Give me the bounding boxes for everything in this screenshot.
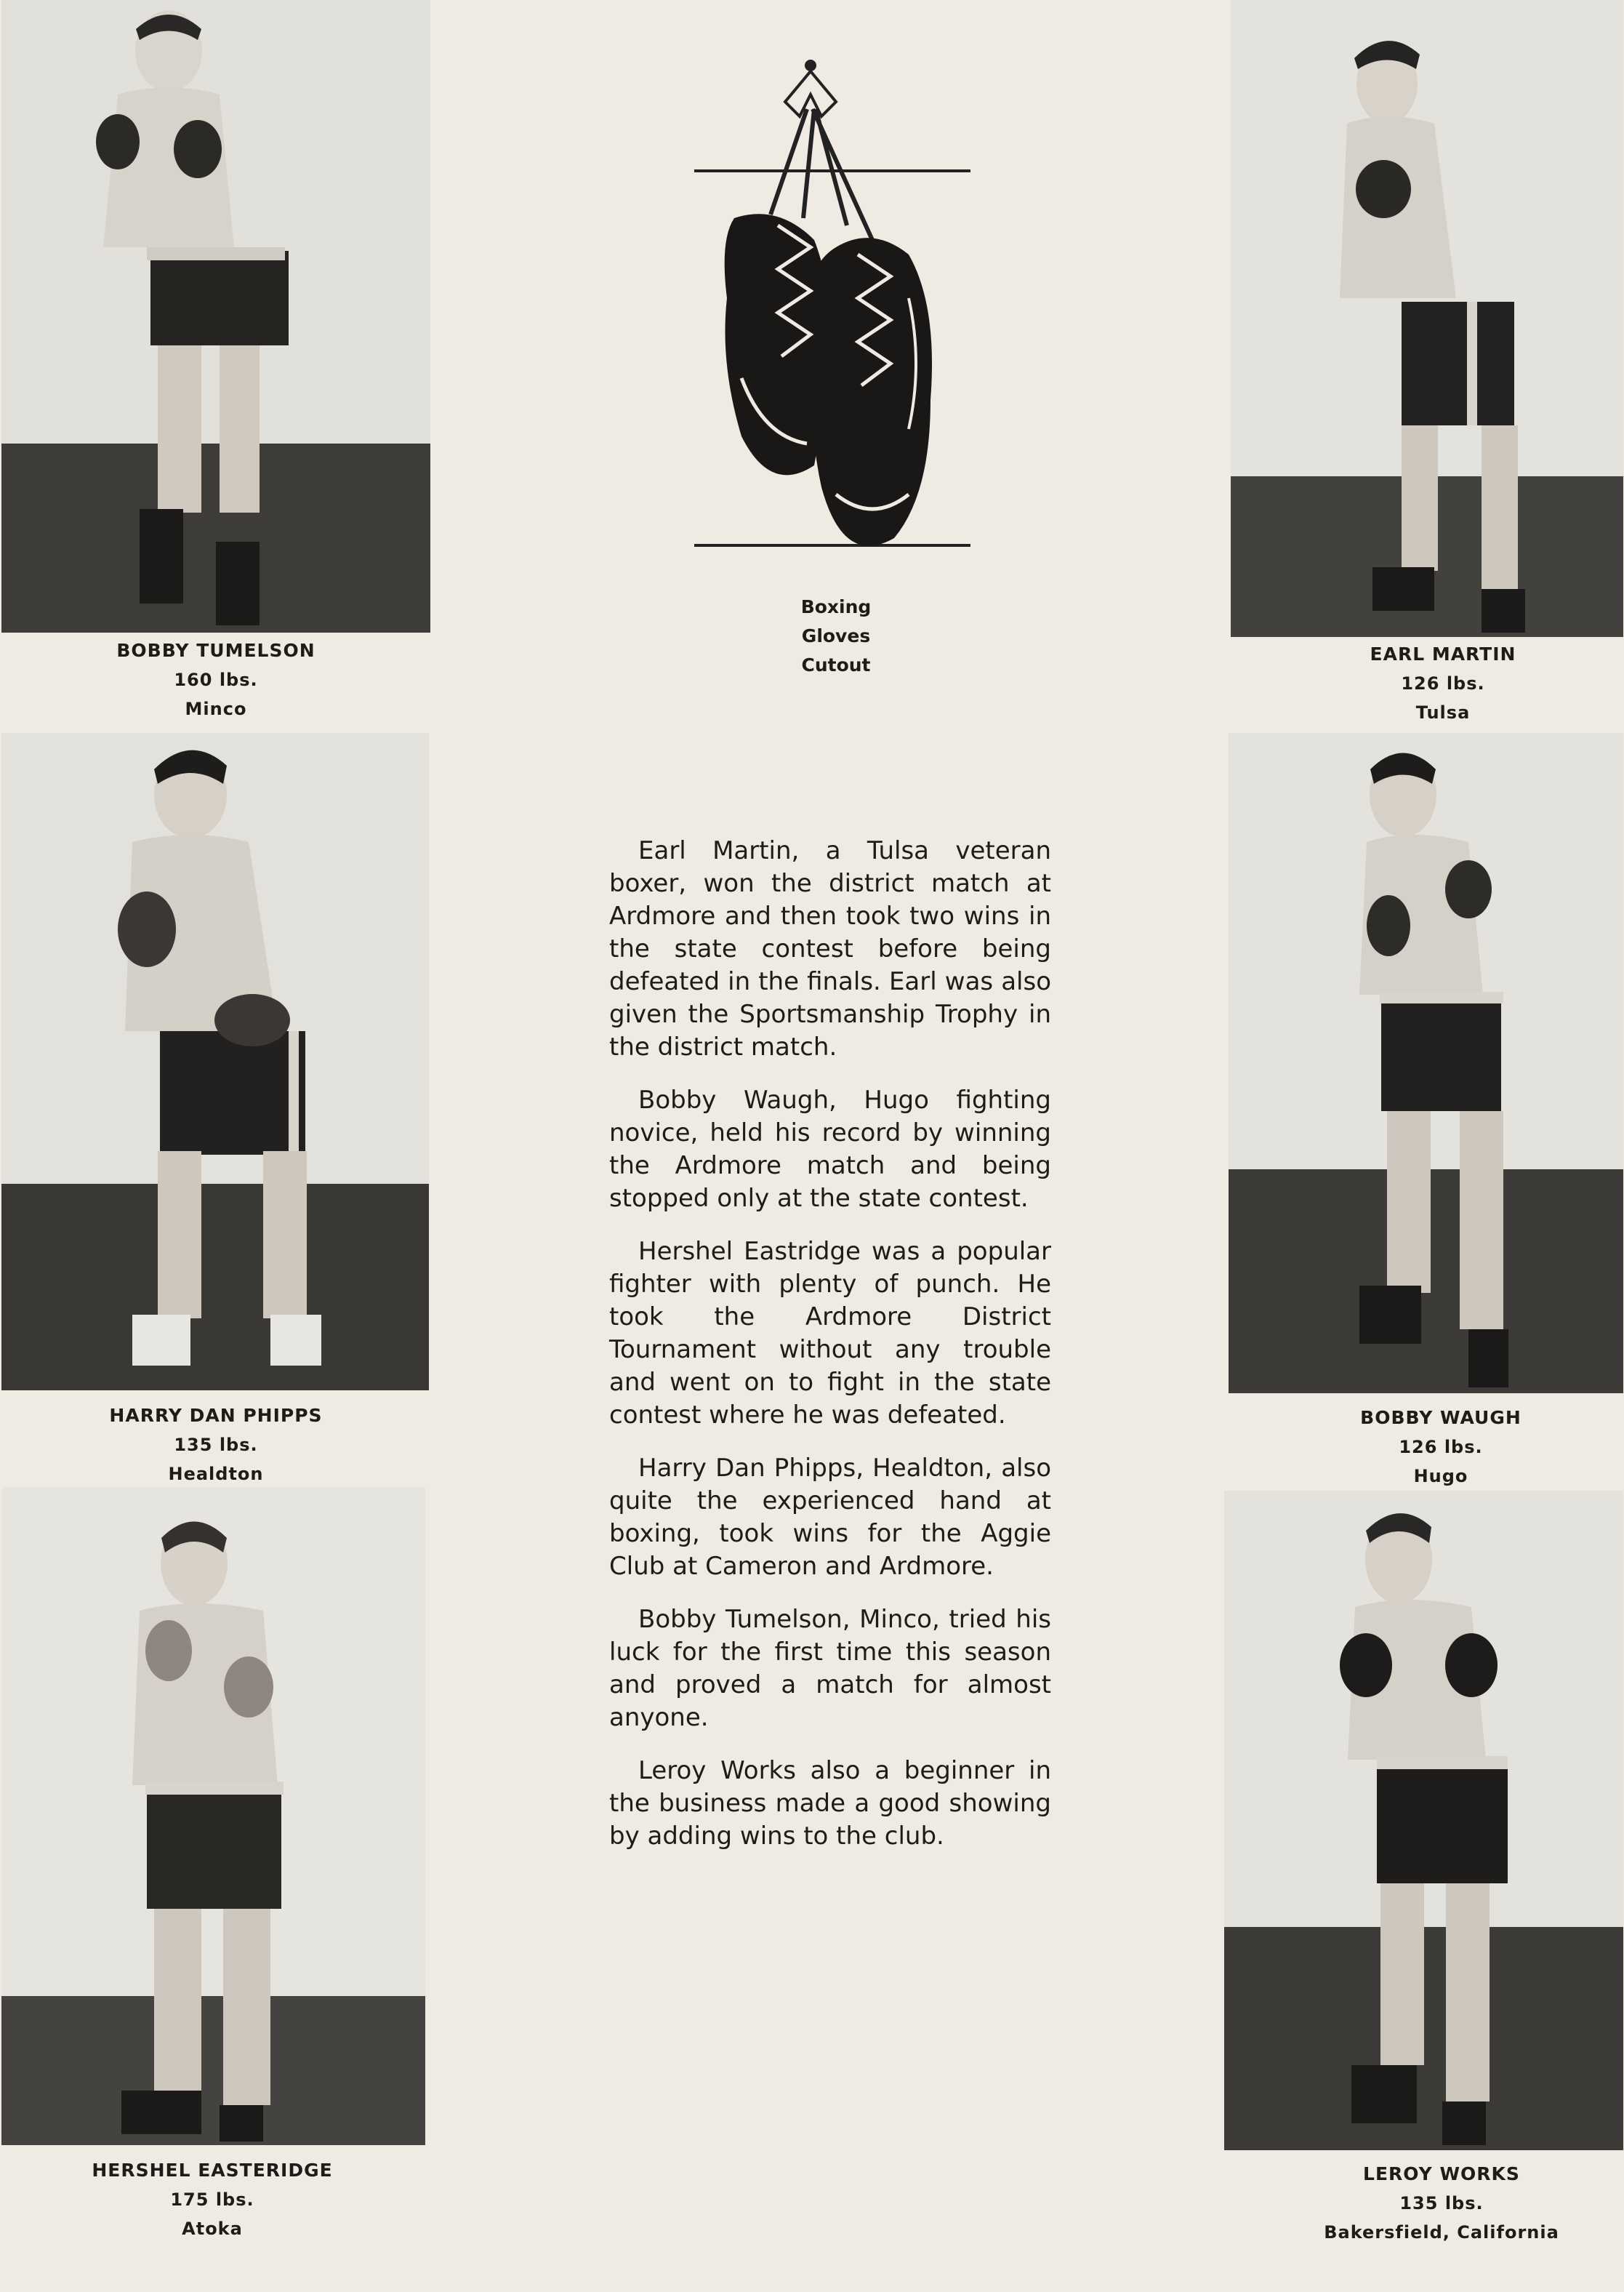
article-text [609, 835, 1051, 1873]
photo-hershel-easteridge [1, 1487, 425, 2145]
boxer-weight: 160 lbs. [174, 670, 258, 690]
boxer-weight: 126 lbs. [1401, 673, 1485, 694]
caption-leroy-works [1293, 2160, 1591, 2247]
gloves-caption-line: Gloves [801, 625, 871, 646]
article-paragraph: Bobby Tumelson, Minco, tried his luck for the first time this season and proved a match for almost anyone. [609, 1605, 1051, 1732]
photo-leroy-works [1224, 1491, 1623, 2150]
boxer-name: LEROY WORKS [1363, 2163, 1520, 2184]
caption-earl-martin [1323, 640, 1563, 727]
caption-harry-dan-phipps [74, 1401, 358, 1488]
article-paragraph: Harry Dan Phipps, Healdton, also quite the experienced hand at boxing, took wins for the Aggie Club at Cameron and Ardmore. [609, 1454, 1051, 1581]
boxer-town: Hugo [1413, 1466, 1468, 1486]
caption-hershel-easteridge [60, 2156, 365, 2243]
boxer-town: Tulsa [1415, 702, 1471, 723]
boxer-town: Minco [185, 699, 247, 719]
article-paragraph: Earl Martin, a Tulsa veteran boxer, won the district match at Ardmore and then took two wins in the state contest before being defeated in the finals. Earl was also given the Sportsmanship Trophy in the district match. [609, 836, 1051, 1062]
boxer-name: HERSHEL EASTERIDGE [92, 2160, 333, 2181]
article-paragraph: Leroy Works also a beginner in the business made a good showing by adding wins to the club. [609, 1756, 1051, 1851]
photo-bobby-tumelson [1, 0, 430, 633]
boxer-name: EARL MARTIN [1370, 644, 1516, 665]
boxer-town: Atoka [182, 2219, 243, 2239]
photo-bobby-waugh [1229, 733, 1623, 1393]
boxer-name: HARRY DAN PHIPPS [109, 1405, 323, 1426]
gloves-caption-line: Cutout [801, 654, 871, 676]
photo-harry-dan-phipps [1, 733, 429, 1390]
article-paragraph: Bobby Waugh, Hugo fighting novice, held his record by winning the Ardmore match and being stopped only at the state contest. [609, 1086, 1051, 1213]
boxer-weight: 175 lbs. [170, 2189, 254, 2210]
boxing-gloves-illustration [691, 58, 974, 589]
boxer-weight: 126 lbs. [1399, 1437, 1483, 1457]
photo-earl-martin [1231, 0, 1623, 637]
boxer-weight: 135 lbs. [174, 1435, 258, 1455]
caption-bobby-waugh [1317, 1403, 1564, 1491]
boxer-town: Bakersfield, California [1324, 2222, 1559, 2243]
boxer-weight: 135 lbs. [1399, 2193, 1484, 2213]
caption-bobby-tumelson [81, 636, 350, 724]
gloves-caption-line: Boxing [800, 596, 872, 617]
article-paragraph: Hershel Eastridge was a popular fighter with plenty of punch. He took the Ardmore District Tournament without any trouble and went on to fight in the state contest where he was defeated. [609, 1237, 1051, 1430]
boxer-name: BOBBY TUMELSON [116, 640, 315, 661]
boxer-name: BOBBY WAUGH [1360, 1407, 1522, 1428]
boxer-town: Healdton [168, 1464, 264, 1484]
gloves-caption [771, 593, 901, 680]
